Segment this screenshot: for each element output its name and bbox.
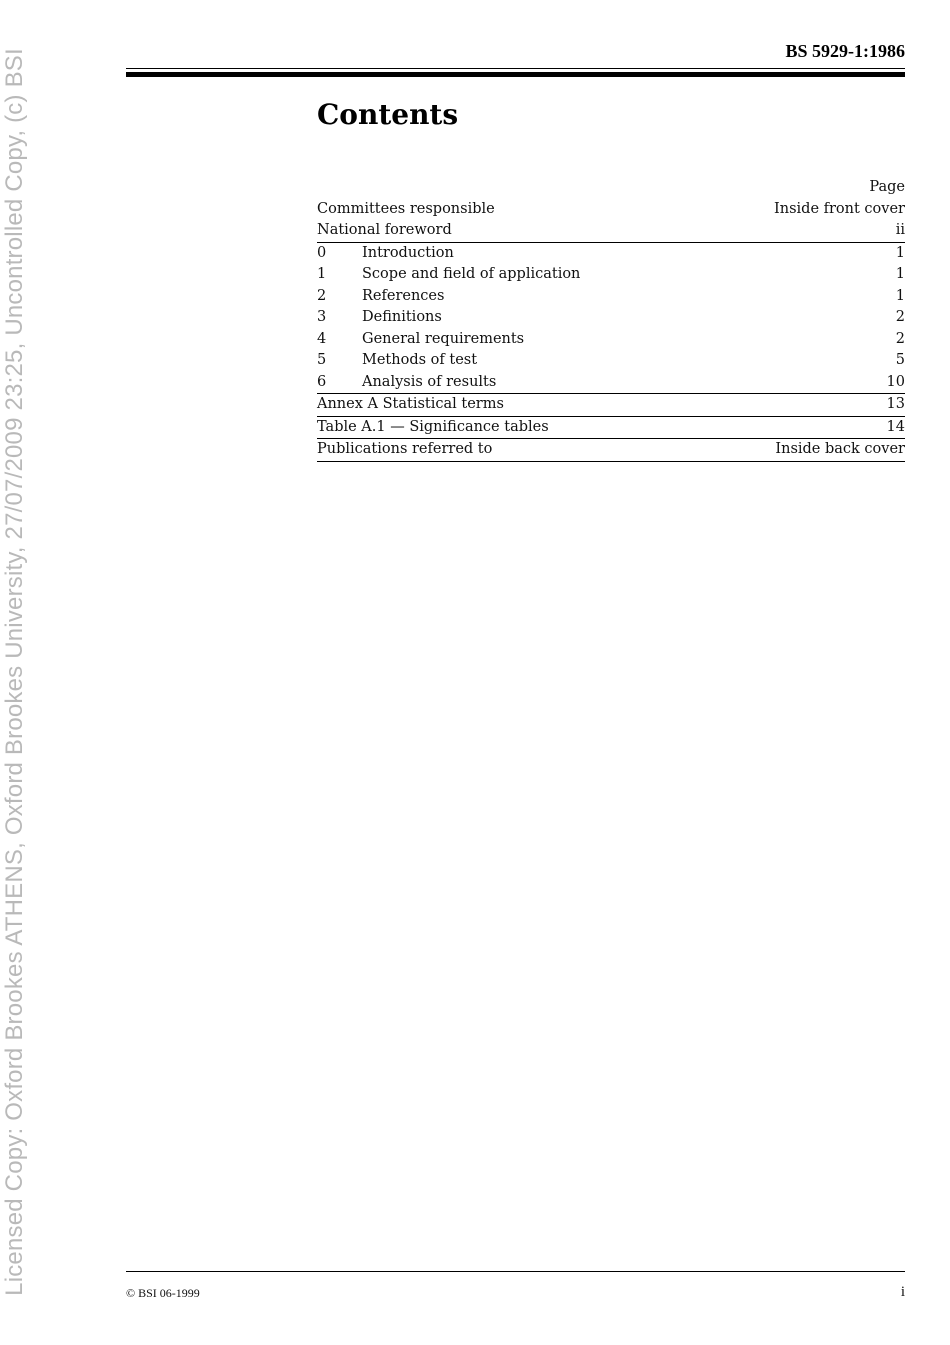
clause-page: 2	[895, 309, 905, 325]
clause-title: Definitions	[362, 309, 442, 325]
clause-number: 0	[317, 244, 327, 261]
clause-page: 5	[895, 352, 905, 368]
toc-entry-title: Committees responsible	[317, 200, 495, 217]
clause-title: Introduction	[362, 244, 454, 261]
clause-number: 6	[317, 373, 327, 390]
toc-entry-national-foreword[interactable]	[317, 220, 905, 243]
toc-entry-publications[interactable]	[317, 439, 905, 462]
clause-page: 2	[895, 330, 905, 347]
page-title: Contents	[317, 98, 459, 131]
footer-copyright: © BSI 06-1999	[126, 1286, 200, 1300]
watermark-text: Licensed Copy: Oxford Brookes ATHENS, Oxford Brookes University, 27/07/2009 23:25, Uncontrolled Copy, (c) BSI	[1, 48, 28, 1296]
toc-clause-4[interactable]	[317, 329, 905, 351]
clause-page: 1	[895, 244, 905, 261]
clause-page: 10	[886, 373, 905, 390]
toc-entry-page: 13	[886, 396, 905, 412]
toc-clause-1[interactable]	[317, 264, 905, 286]
header-rule-thin	[126, 68, 905, 69]
header-rule-thick	[126, 72, 905, 77]
toc-clause-0[interactable]	[317, 243, 905, 265]
toc-entry-table-a1[interactable]	[317, 417, 905, 440]
clause-number: 1	[317, 266, 327, 282]
clause-title: Analysis of results	[362, 373, 497, 390]
clause-number: 5	[317, 352, 327, 368]
toc-entry-page: ii	[895, 222, 905, 238]
clause-number: 3	[317, 309, 327, 325]
document-code: BS 5929-1:1986	[785, 41, 905, 61]
toc-entry-title: Annex A Statistical terms	[317, 396, 504, 412]
clause-title: References	[362, 287, 445, 304]
footer-page-number: i	[900, 1284, 905, 1300]
footer-rule	[126, 1271, 905, 1272]
clause-number: 4	[317, 330, 327, 347]
toc-entry-page: Inside back cover	[775, 441, 905, 457]
table-of-contents	[317, 177, 905, 462]
clause-title: Scope and field of application	[362, 266, 581, 282]
toc-entry-title: Publications referred to	[317, 441, 493, 457]
toc-entry-annex-a[interactable]	[317, 394, 905, 417]
toc-page-heading: Page	[869, 179, 905, 195]
clause-title: General requirements	[362, 330, 525, 347]
toc-clause-2[interactable]	[317, 286, 905, 308]
clause-page: 1	[895, 266, 905, 282]
clause-title: Methods of test	[362, 352, 478, 368]
clause-page: 1	[895, 287, 905, 304]
license-watermark	[0, 0, 30, 1345]
toc-entry-page: Inside front cover	[774, 200, 905, 217]
toc-clause-6[interactable]	[317, 372, 905, 395]
toc-entry-committees[interactable]	[317, 199, 905, 221]
toc-clause-3[interactable]	[317, 307, 905, 329]
clause-number: 2	[317, 287, 327, 304]
toc-entry-title: Table A.1 — Significance tables	[317, 418, 549, 435]
toc-entry-page: 14	[886, 418, 905, 435]
toc-clause-5[interactable]	[317, 350, 905, 372]
toc-entry-title: National foreword	[317, 222, 452, 238]
